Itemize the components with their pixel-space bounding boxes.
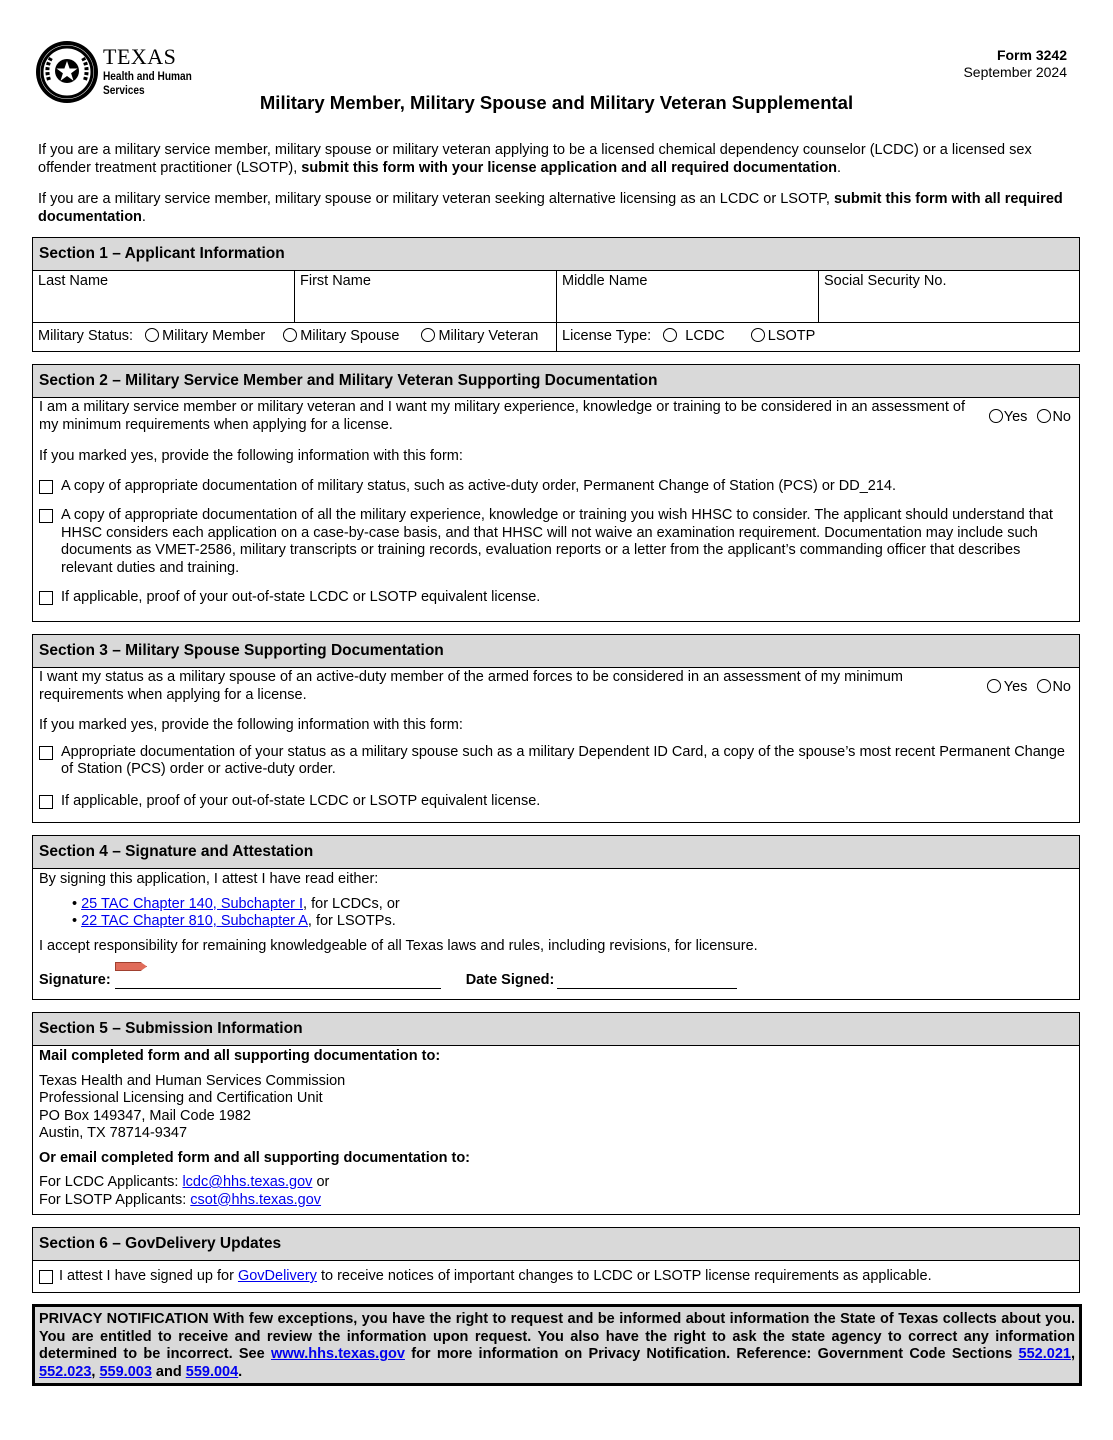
- section-2-military-member-veteran-docs: [32, 364, 1080, 622]
- form-header: [0, 0, 1113, 130]
- radio-label: LSOTP: [767, 328, 816, 344]
- lcdc-suffix: or: [312, 1174, 330, 1190]
- middle-name-field[interactable]: [557, 271, 819, 323]
- s2-checkbox-item-3[interactable]: [39, 589, 1073, 607]
- radio-label: Military Veteran: [438, 328, 539, 344]
- radio-icon[interactable]: [989, 409, 1003, 423]
- tac-140-link[interactable]: 25 TAC Chapter 140, Subchapter I: [81, 895, 304, 912]
- license-type-group: [557, 323, 820, 351]
- lsotp-email-line: [39, 1192, 1073, 1210]
- lsotp-email-link[interactable]: csot@hhs.texas.gov: [190, 1191, 322, 1208]
- govdelivery-attest-checkbox[interactable]: [39, 1268, 1073, 1286]
- lsotp-label: For LSOTP Applicants:: [39, 1191, 191, 1208]
- separator: ,: [1070, 1346, 1075, 1362]
- privacy-text-2: for more information on Privacy Notification. Reference: Government Code Sections: [404, 1346, 1019, 1362]
- gov-code-552-023-link[interactable]: 552.023: [39, 1363, 92, 1380]
- address-line: Professional Licensing and Certification Unit: [39, 1090, 323, 1106]
- sign-here-tag-icon: [115, 962, 147, 971]
- s3-checkbox-item-2[interactable]: [39, 793, 1073, 811]
- radio-label: LCDC: [685, 328, 725, 344]
- gov-code-552-021-link[interactable]: 552.021: [1018, 1346, 1071, 1362]
- radio-s2-no[interactable]: [1037, 409, 1071, 425]
- intro-paragraph-2: [38, 191, 1078, 226]
- intro-2-text: If you are a military service member, military spouse or military veteran seeking alternative licensing as an LCDC or LSOTP,: [38, 191, 834, 207]
- military-status-group: [33, 323, 557, 351]
- lcdc-email-line: [39, 1174, 1073, 1192]
- tac-bullet-2: • 22 TAC Chapter 810, Subchapter A, for LSOTPs.: [72, 913, 396, 929]
- tac-810-link[interactable]: 22 TAC Chapter 810, Subchapter A: [81, 913, 308, 929]
- section-3-military-spouse-docs: [32, 634, 1080, 823]
- section-6-title: Section 6 – GovDelivery Updates: [33, 1228, 1079, 1261]
- attest-prefix: I attest I have signed up for: [59, 1268, 238, 1284]
- radio-label: Military Spouse: [300, 328, 400, 344]
- section-3-question: I want my status as a military spouse of an active-duty member of the armed forces to be considered in an assessment of my minimum requirements when applying for a license.: [39, 669, 903, 703]
- radio-icon[interactable]: [421, 328, 435, 342]
- radio-label: No: [1052, 409, 1071, 425]
- address-line: Texas Health and Human Services Commission: [39, 1072, 346, 1089]
- signature-field[interactable]: [115, 971, 441, 989]
- email-heading: Or email completed form and all supporting documentation to:: [39, 1149, 470, 1166]
- radio-label: No: [1052, 679, 1071, 695]
- terminator: .: [238, 1363, 243, 1380]
- date-signed-label: Date Signed:: [465, 971, 555, 988]
- last-name-label: Last Name: [38, 273, 109, 289]
- last-name-field[interactable]: [33, 271, 295, 323]
- radio-s3-no[interactable]: [1037, 679, 1071, 695]
- checkbox-label: If applicable, proof of your out-of-state LCDC or LSOTP equivalent license.: [61, 792, 541, 809]
- gov-code-559-003-link[interactable]: 559.003: [99, 1363, 152, 1380]
- radio-lcdc[interactable]: [663, 328, 724, 344]
- checkbox-icon[interactable]: [39, 746, 53, 760]
- checkbox-icon[interactable]: [39, 591, 53, 605]
- section-3-yes-no: [981, 669, 1073, 704]
- intro-1-end: .: [837, 159, 842, 176]
- tac-bullet-1: • 25 TAC Chapter 140, Subchapter I, for LCDCs, or: [72, 895, 400, 912]
- radio-icon[interactable]: [145, 328, 159, 342]
- checkbox-label: Appropriate documentation of your status as a military spouse such as a military Dependent ID Card, a copy of the spouse’s most recent Permanent Change of Station (PCS) order or active-duty order.: [61, 743, 1065, 777]
- radio-label: Yes: [1003, 679, 1028, 695]
- checkbox-icon[interactable]: [39, 795, 53, 809]
- radio-icon[interactable]: [987, 679, 1001, 693]
- radio-military-spouse[interactable]: [283, 328, 399, 344]
- date-signed-field[interactable]: [557, 971, 737, 989]
- radio-s2-yes[interactable]: [989, 409, 1028, 425]
- intro-1-text: If you are a military service member, military spouse or military veteran applying to be a licensed chemical dependency counselor (LCDC) or a licensed sex offender treatment practitioner (LSOTP),: [38, 142, 1032, 176]
- section-5-title: Section 5 – Submission Information: [33, 1013, 1079, 1046]
- checkbox-label: A copy of appropriate documentation of military status, such as active-duty order, Permanent Change of Station (PCS) or DD_214.: [61, 477, 896, 494]
- attest-suffix: to receive notices of important changes to LCDC or LSOTP license requirements as applicable.: [316, 1268, 932, 1284]
- s2-checkbox-item-1[interactable]: [39, 478, 1073, 496]
- section-5-submission-information: [32, 1012, 1080, 1215]
- logo-agency-1: Health and Human: [103, 71, 192, 83]
- radio-label: Military Member: [162, 328, 266, 344]
- separator: ,: [91, 1363, 100, 1380]
- mail-heading: Mail completed form and all supporting documentation to:: [39, 1048, 441, 1064]
- gov-code-559-004-link[interactable]: 559.004: [185, 1363, 239, 1380]
- section-2-question: I am a military service member or military veteran and I want my military experience, knowledge or training to be considered in an assessment of my minimum requirements when applying for a license.: [39, 399, 965, 433]
- section-3-title: Section 3 – Military Spouse Supporting Documentation: [33, 635, 1079, 668]
- ssn-label: Social Security No.: [824, 273, 947, 289]
- form-date: September 2024: [963, 64, 1067, 80]
- logo-agency-2: Services: [103, 85, 145, 97]
- first-name-label: First Name: [300, 273, 371, 289]
- radio-lsotp[interactable]: [751, 328, 816, 344]
- section-4-signature-attestation: [32, 835, 1080, 1000]
- checkbox-icon[interactable]: [39, 509, 53, 523]
- radio-icon[interactable]: [1037, 409, 1051, 423]
- section-2-yes-no: [983, 399, 1073, 434]
- middle-name-label: Middle Name: [562, 273, 648, 289]
- s2-checkbox-item-2[interactable]: [39, 507, 1073, 577]
- section-3-instruction: If you marked yes, provide the following information with this form:: [39, 717, 463, 733]
- privacy-notification: [32, 1304, 1082, 1386]
- ssn-field[interactable]: [819, 271, 1079, 323]
- mailing-address: [39, 1073, 1073, 1143]
- radio-military-veteran[interactable]: [421, 328, 538, 344]
- section-4-intro: By signing this application, I attest I have read either:: [39, 871, 379, 887]
- address-line: PO Box 149347, Mail Code 1982: [39, 1107, 251, 1124]
- form-number: Form 3242: [996, 47, 1067, 63]
- first-name-field[interactable]: [295, 271, 557, 323]
- section-1-applicant-information: [32, 237, 1080, 352]
- radio-icon[interactable]: [751, 328, 765, 342]
- section-1-title: Section 1 – Applicant Information: [33, 238, 1079, 271]
- govdelivery-link[interactable]: GovDelivery: [237, 1268, 317, 1284]
- intro-2-end: .: [141, 208, 146, 225]
- tac-references-list: [72, 896, 1073, 931]
- section-6-govdelivery-updates: [32, 1227, 1080, 1293]
- checkbox-label: A copy of appropriate documentation of all the military experience, knowledge or training you wish HHSC to consider. The applicant should understand that HHSC considers each application on a case-by-case basis, and that HHSC will not waive an examination requirement. Documentation may include such documents as VMET-2586, military transcripts or training records, evaluation reports or a letter from the applicant’s commanding officer that describes relevant duties and training.: [61, 507, 1053, 576]
- responsibility-statement: I accept responsibility for remaining knowledgeable of all Texas laws and rules, including revisions, for licensure.: [39, 937, 758, 954]
- intro-2-bold: submit this form with all required documentation: [38, 191, 1063, 225]
- radio-icon[interactable]: [663, 328, 677, 342]
- military-status-label: Military Status:: [38, 328, 134, 344]
- checkbox-label: If applicable, proof of your out-of-state LCDC or LSOTP equivalent license.: [61, 589, 541, 605]
- privacy-text-1: PRIVACY NOTIFICATION With few exceptions, you have the right to request and be informed about information the State of Texas collects about you. You are entitled to receive and review the information upon request. You also have the right to ask the state agency to correct any information determined to be incorrect. See: [39, 1311, 1075, 1362]
- section-2-title: Section 2 – Military Service Member and Military Veteran Supporting Documentation: [33, 365, 1079, 398]
- radio-military-member[interactable]: [145, 328, 265, 344]
- bullet-suffix: , for LCDCs, or: [303, 895, 400, 912]
- radio-icon[interactable]: [1037, 679, 1051, 693]
- checkbox-icon[interactable]: [39, 480, 53, 494]
- radio-icon[interactable]: [283, 328, 297, 342]
- intro-1-bold: submit this form with your license application and all required documentation: [301, 159, 838, 176]
- section-2-instruction: If you marked yes, provide the following information with this form:: [39, 448, 463, 464]
- signature-label: Signature:: [39, 971, 111, 988]
- address-line: Austin, TX 78714-9347: [39, 1125, 188, 1141]
- form-identifier: [963, 47, 1067, 81]
- logo-state: TEXAS: [103, 44, 177, 69]
- separator: and: [151, 1363, 186, 1380]
- bullet-suffix: , for LSOTPs.: [307, 913, 396, 929]
- license-type-label: License Type:: [562, 328, 652, 344]
- lcdc-email-link[interactable]: lcdc@hhs.texas.gov: [182, 1174, 313, 1190]
- intro-paragraph-1: [38, 142, 1078, 177]
- checkbox-icon[interactable]: [39, 1270, 53, 1284]
- s3-checkbox-item-1[interactable]: [39, 744, 1073, 779]
- section-4-title: Section 4 – Signature and Attestation: [33, 836, 1079, 869]
- radio-s3-yes[interactable]: [987, 679, 1028, 695]
- checkbox-label: [59, 1268, 932, 1286]
- radio-label: Yes: [1003, 409, 1028, 425]
- hhs-website-link[interactable]: www.hhs.texas.gov: [270, 1346, 405, 1362]
- page-title: Military Member, Military Spouse and Military Veteran Supplemental: [259, 92, 854, 113]
- lcdc-label: For LCDC Applicants:: [39, 1174, 183, 1190]
